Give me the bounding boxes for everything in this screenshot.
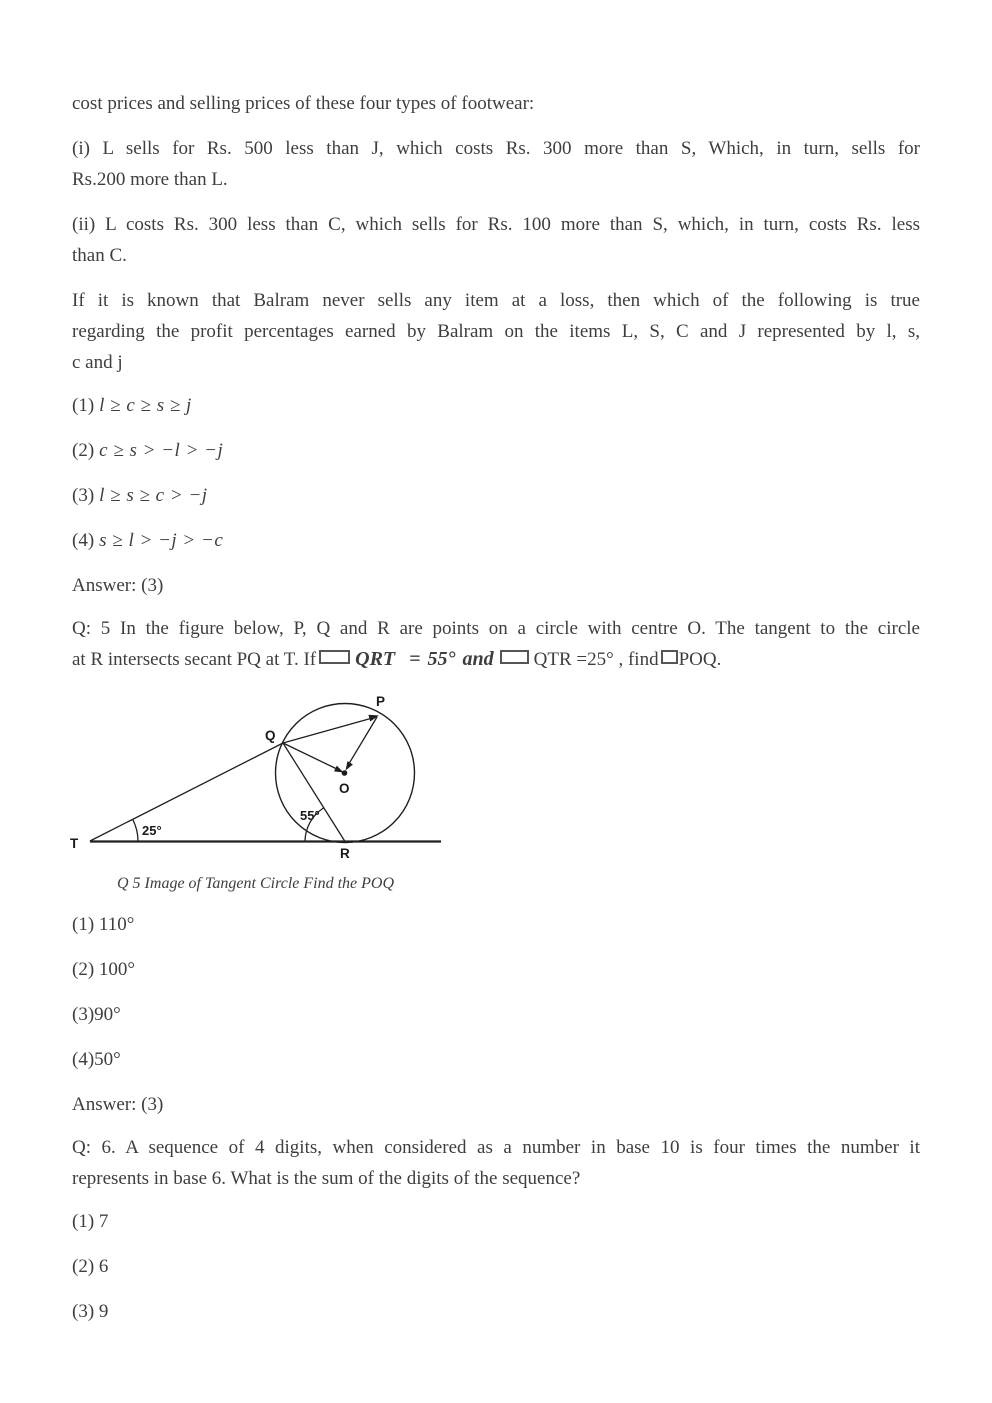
option-number: (1) [72,395,95,416]
option-row: (1) 7 [72,1211,109,1232]
question-4-stem-line-3: c and j [72,352,123,373]
point-label-o: O [339,781,350,796]
option-row [72,525,920,556]
option-number: (2) [72,440,95,461]
angle-arc-t [133,819,139,842]
arrowhead-at-o-icon [334,766,344,773]
question-5-stem [72,613,920,675]
question-6-options [72,1206,920,1327]
answer-line: Answer: (3) [72,575,164,596]
option-number: (4) [72,530,95,551]
option-row: (4)50° [72,1049,121,1070]
option-row: (2) 100° [72,959,136,980]
point-label-q: Q [265,728,276,743]
option-row: (1) 110° [72,914,135,935]
statement-i-line-2: Rs.200 more than L. [72,169,228,190]
statement-ii-line-2: than C. [72,245,127,266]
option-row: (2) 6 [72,1256,109,1277]
option-number: (3) [72,485,95,506]
question-5-stem-line-2 [72,644,920,675]
angle-box-icon [500,650,529,664]
option-row: (3)90° [72,1004,121,1025]
tangent-circle-diagram [60,687,460,862]
intro-paragraph [72,88,920,119]
question-6-stem [72,1132,920,1194]
option-expression: l ≥ s ≥ c > −j [99,485,208,506]
statement-i-paragraph [72,133,920,195]
point-label-t: T [70,836,79,851]
point-label-p: P [376,694,386,709]
question-5-text: POQ. [678,649,722,670]
angle-label-55: 55° [300,808,320,823]
tangent-circle-figure [60,687,920,872]
option-row [72,480,920,511]
angle-label-25: 25° [142,823,162,838]
question-5-options [72,909,920,1075]
question-5-text: QTR =25° , find [533,649,659,670]
statement-ii-line-1: (ii) L costs Rs. 300 less than C, which sells for Rs. 100 more than S, which, in turn, costs Rs. less [72,214,920,235]
question-5-stem-line-1: Q: 5 In the figure below, P, Q and R are points on a circle with centre O. The tangent to the circle [72,618,920,639]
option-expression: c ≥ s > −l > −j [99,440,224,461]
question-4-stem-line-1: If it is known that Balram never sells any item at a loss, then which of the following is true [72,290,920,311]
question-4-options [72,390,920,556]
secant-line-tq [90,743,283,841]
statement-ii-paragraph [72,209,920,271]
angle-box-icon [319,650,350,664]
arrowhead-at-o-icon [346,761,353,770]
question-4-stem [72,285,920,378]
question-5-bold-math: QRT = 55° and [355,648,494,670]
option-row: (3) 9 [72,1301,109,1322]
answer-line: Answer: (3) [72,1094,164,1115]
option-row [72,390,920,421]
option-row [72,435,920,466]
angle-box-icon [661,650,678,664]
option-expression: l ≥ c ≥ s ≥ j [99,395,192,416]
intro-line: cost prices and selling prices of these four types of footwear: [72,93,535,114]
secant-line-qp [283,717,376,743]
question-5-text: at R intersects secant PQ at T. If [72,649,317,670]
figure-caption: Q 5 Image of Tangent Circle Find the POQ [117,875,395,892]
question-6-stem-line-1: Q: 6. A sequence of 4 digits, when considered as a number in base 10 is four times the number it [72,1137,920,1158]
question-6-stem-line-2: represents in base 6. What is the sum of the digits of the sequence? [72,1168,581,1189]
center-dot [342,770,348,776]
point-label-r: R [340,846,350,861]
question-4-stem-line-2: regarding the profit percentages earned by Balram on the items L, S, C and J represented by l, s, [72,321,920,342]
statement-i-line-1: (i) L sells for Rs. 500 less than J, which costs Rs. 300 more than S, Which, in turn, sells for [72,138,920,159]
arrowhead-at-p-icon [368,715,379,722]
option-expression: s ≥ l > −j > −c [99,530,224,551]
